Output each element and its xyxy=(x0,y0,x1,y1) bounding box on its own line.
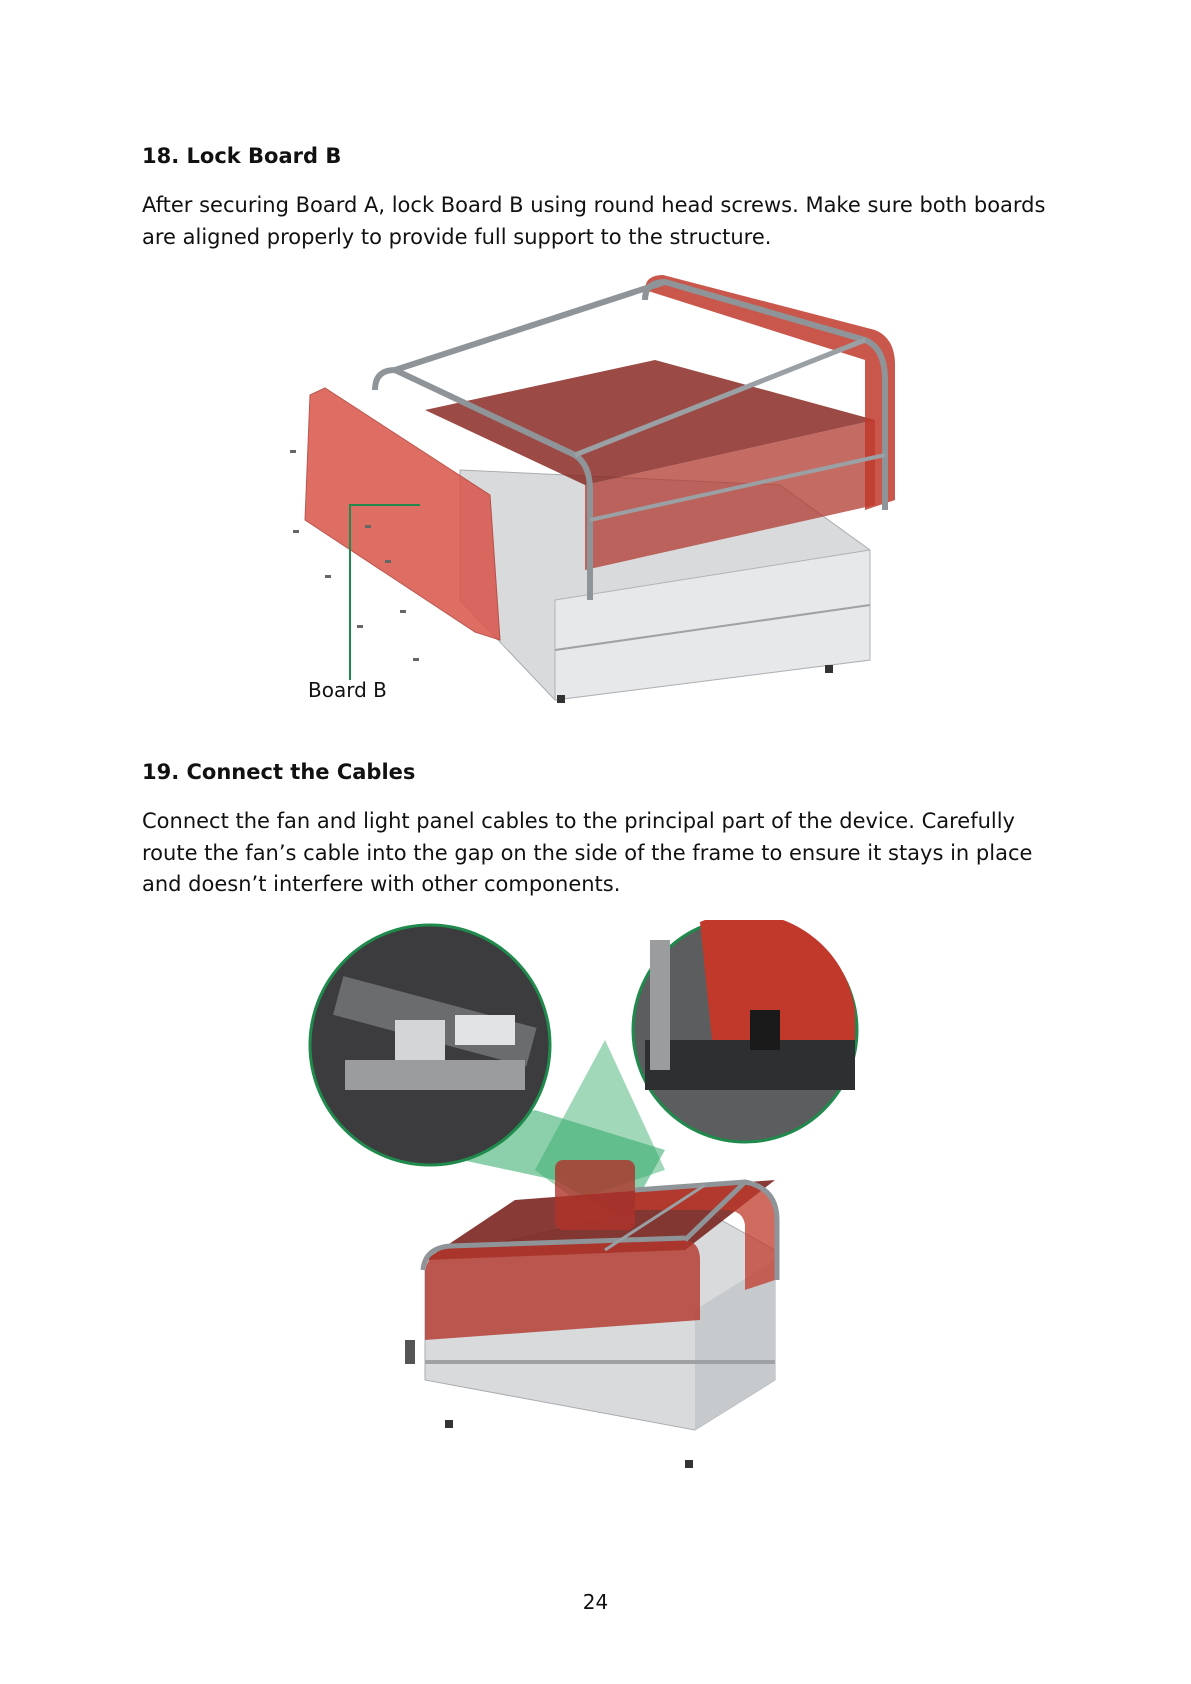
page-number: 24 xyxy=(582,1590,609,1614)
board-b-label: Board B xyxy=(308,678,387,702)
step-19-text: Connect the fan and light panel cables to the principal part of the device. Carefully route the fan’s cable into the gap on the side of the frame to ensure it stays in place and doesn’t interfere with other components. xyxy=(142,809,1033,896)
figure-connect-cables xyxy=(305,920,885,1480)
figure-lock-board-b xyxy=(285,270,915,740)
step-19-heading: 19. Connect the Cables xyxy=(142,760,416,784)
step-18-heading: 18. Lock Board B xyxy=(142,144,342,168)
step-18-text: After securing Board A, lock Board B using round head screws. Make sure both boards are aligned properly to provide full support to the structure. xyxy=(142,193,1046,249)
